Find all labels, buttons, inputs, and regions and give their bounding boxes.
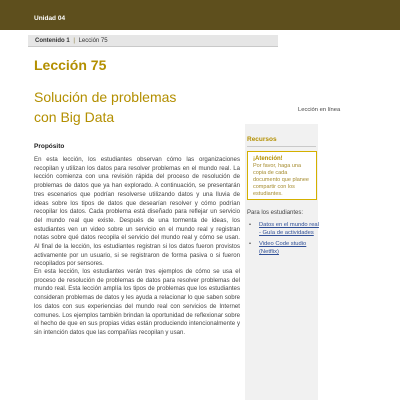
- bullet-icon: •: [249, 222, 252, 228]
- breadcrumb-separator: |: [73, 37, 75, 44]
- resources-heading: Recursos: [247, 136, 277, 143]
- purpose-paragraph-1: En esta lección, los estudiantes observan cómo las organizaciones recopilan y utilizan los datos para resolver problemas en el mundo real. La lección comienza con una revisión rápida del proceso de resolución de problemas de datos que ya han explorado. A continuación, se presentarán tres escenarios que podrían resolverse utilizando datos y una lluvia de ideas sobre los tipos de datos que desearían resolver y cómo podrían recopilar los datos. Cada problema está diseñado para reflejar un servicio del mundo real que existe. Después de una tormenta de ideas, los estudiantes ven un video sobre un servicio en el mundo real y registran notas sobre qué datos recopila el servicio del mundo real y cómo se usan. Al final de la lección, los estudiantes registran si los datos fueron provistos activamente por un usuario, si se registraron de forma pasiva o si fueron recopilados por sensores.: [34, 156, 240, 268]
- code-studio-video-link[interactable]: Video Code studio (Netflix): [259, 241, 307, 255]
- students-label: Para los estudiantes:: [247, 210, 304, 216]
- lesson-number: Lección 75: [34, 57, 107, 73]
- breadcrumb-text: [35, 38, 108, 44]
- attention-body: Por favor, haga una copia de cada documento que planee compartir con los estudiantes.: [253, 163, 309, 197]
- bullet-icon: •: [249, 241, 252, 248]
- attention-box: [247, 151, 317, 200]
- page-title-line-2: con Big Data: [34, 108, 115, 125]
- breadcrumb: [28, 35, 278, 47]
- activity-guide-link[interactable]: Datos en el mundo real - Guía de actividades: [259, 222, 319, 236]
- list-item: [247, 222, 320, 237]
- resources-divider: [247, 146, 316, 147]
- unit-label: Unidad 04: [34, 15, 66, 22]
- page-title: [34, 88, 234, 127]
- purpose-heading: Propósito: [34, 143, 65, 150]
- list-item: [247, 241, 320, 256]
- breadcrumb-lesson: Lección 75: [78, 37, 108, 44]
- lesson-mode-label: Lección en línea: [298, 107, 341, 113]
- purpose-paragraph-2: En esta lección, los estudiantes verán tres ejemplos de cómo se usa el proceso de resolución de problemas de datos para resolver problemas del mundo real. Esta lección amplía los tipos de problemas que los estudiantes consideran problemas de datos y les ayuda a relacionar lo que saben sobre los datos con sus experiencias del mundo real con servicios de Internet comunes. Los ejemplos también brindan la oportunidad de reflexionar sobre el hecho de que en sus propias vidas están produciendo intencionalmente y sin intención datos que las compañías recopilan y usan.: [34, 268, 240, 336]
- attention-heading: ¡Atención!: [253, 156, 283, 162]
- student-resources-list: [247, 222, 320, 260]
- unit-header-bar: [0, 0, 400, 30]
- breadcrumb-content: Contenido 1: [35, 37, 70, 44]
- page-title-line-1: Solución de problemas: [34, 89, 177, 105]
